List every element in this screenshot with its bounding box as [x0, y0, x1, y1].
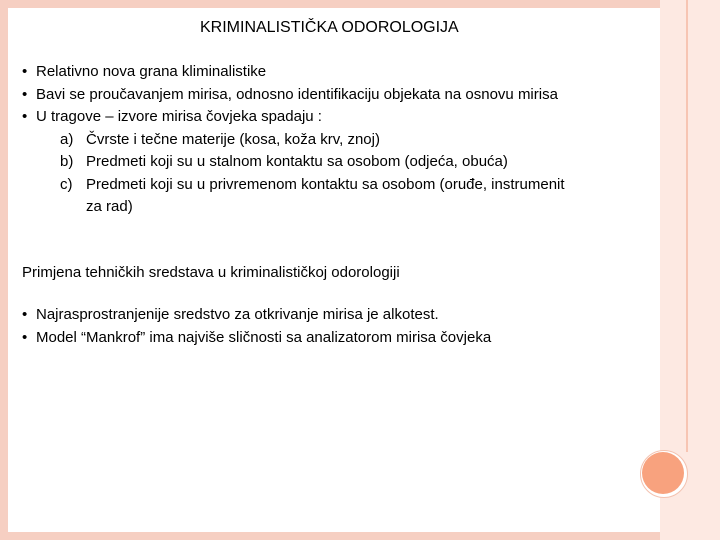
bullet-text: Model “Mankrof” ima najviše sličnosti sa analizatorom mirisa čovjeka: [36, 328, 492, 346]
sub-item-letter: c): [60, 175, 73, 193]
sub-item-text: Predmeti koji su u stalnom kontaktu sa osobom (odjeća, obuća): [86, 153, 508, 170]
decorative-orange-circle: [642, 452, 684, 494]
bullet-icon: •: [22, 85, 28, 103]
sub-item-text: Predmeti koji su u privremenom kontaktu sa osobom (oruđe, instrumenit: [86, 175, 565, 193]
bullet-text: U tragove – izvore mirisa čovjeka spadaju :: [36, 108, 322, 125]
sub-item-text: Čvrste i tečne materije (kosa, koža krv, znoj): [86, 130, 380, 148]
bullet-icon: •: [22, 63, 28, 80]
slide-title: KRIMINALISTIČKA ODOROLOGIJA: [200, 19, 459, 36]
bullet-text: Najrasprostranjenije sredstvo za otkrivanje mirisa je alkotest.: [36, 306, 439, 323]
bullet-icon: •: [22, 108, 28, 125]
bullet-icon: •: [22, 306, 28, 323]
bullet-text: Relativno nova grana kliminalistike: [36, 63, 267, 80]
sub-item-letter: a): [60, 130, 74, 148]
section-heading: Primjena tehničkih sredstava u kriminalističkoj odorologiji: [22, 264, 400, 281]
sub-item-letter: b): [60, 153, 74, 170]
sub-item-text: za rad): [86, 198, 133, 215]
bullet-icon: •: [22, 328, 28, 346]
decorative-side-line: [686, 0, 688, 452]
bullet-text: Bavi se proučavanjem mirisa, odnosno identifikaciju objekata na osnovu mirisa: [36, 85, 558, 103]
